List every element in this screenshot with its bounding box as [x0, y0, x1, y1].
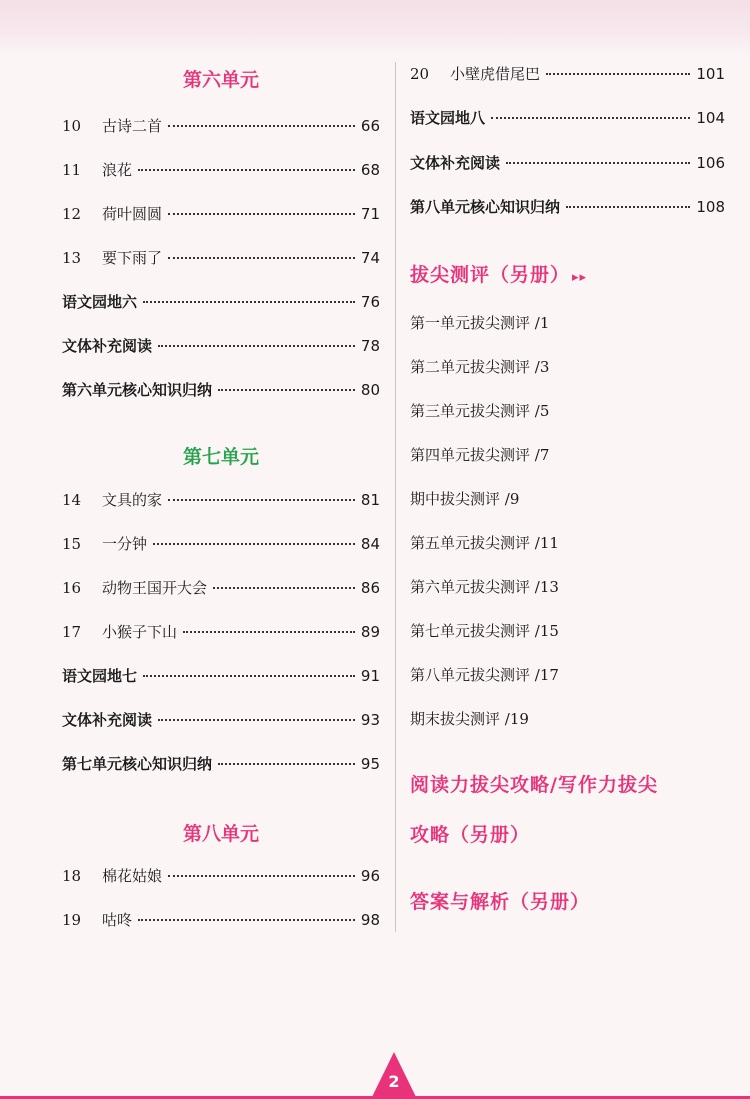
test-entry[interactable]: 第四单元拔尖测评 /7	[410, 446, 550, 464]
toc-entry[interactable]: 文体补充阅读 106	[410, 154, 725, 172]
toc-entry[interactable]: 12 荷叶圆圆 71	[62, 205, 380, 223]
test-entry[interactable]: 第八单元拔尖测评 /17	[410, 666, 559, 684]
toc-entry[interactable]: 语文园地七 91	[62, 667, 380, 685]
toc-entry[interactable]: 语文园地八 104	[410, 109, 725, 127]
unit8-heading: 第八单元	[182, 823, 259, 845]
top-decorative-band	[0, 0, 750, 55]
toc-entry[interactable]: 20 小壁虎借尾巴 101	[410, 65, 725, 83]
toc-entry[interactable]: 18 棉花姑娘 96	[62, 867, 380, 885]
toc-entry[interactable]: 10 古诗二首 66	[62, 117, 380, 135]
column-divider	[395, 62, 396, 932]
page-number: 2	[388, 1072, 400, 1091]
toc-entry[interactable]: 语文园地六 76	[62, 293, 380, 311]
strategy-section-title-line1: 阅读力拔尖攻略/写作力拔尖	[410, 774, 658, 796]
unit6-heading: 第六单元	[182, 69, 259, 91]
toc-entry[interactable]: 文体补充阅读 93	[62, 711, 380, 729]
test-entry[interactable]: 第五单元拔尖测评 /11	[410, 534, 559, 552]
toc-entry[interactable]: 第七单元核心知识归纳 95	[62, 755, 380, 773]
unit7-heading: 第七单元	[182, 446, 259, 468]
test-entry[interactable]: 第三单元拔尖测评 /5	[410, 402, 550, 420]
toc-entry[interactable]: 第六单元核心知识归纳 80	[62, 381, 380, 399]
page-number-tab	[371, 1052, 417, 1099]
test-entry[interactable]: 第七单元拔尖测评 /15	[410, 622, 559, 640]
toc-entry[interactable]: 第八单元核心知识归纳 108	[410, 198, 725, 216]
double-arrow-icon: ▸▸	[572, 270, 588, 285]
toc-entry[interactable]: 11 浪花 68	[62, 161, 380, 179]
test-entry[interactable]: 期中拔尖测评 /9	[410, 490, 520, 508]
toc-entry[interactable]: 15 一分钟 84	[62, 535, 380, 553]
tests-section-title: 拔尖测评（另册） ▸▸	[410, 264, 588, 286]
strategy-section-title-line2: 攻略（另册）	[410, 824, 531, 846]
toc-entry[interactable]: 19 咕咚 98	[62, 911, 380, 929]
toc-entry[interactable]: 13 要下雨了 74	[62, 249, 380, 267]
toc-entry[interactable]: 16 动物王国开大会 86	[62, 579, 380, 597]
test-entry[interactable]: 第一单元拔尖测评 /1	[410, 314, 550, 332]
answers-section-title: 答案与解析（另册）	[410, 891, 591, 913]
toc-entry[interactable]: 14 文具的家 81	[62, 491, 380, 509]
test-entry[interactable]: 第二单元拔尖测评 /3	[410, 358, 550, 376]
toc-entry[interactable]: 文体补充阅读 78	[62, 337, 380, 355]
toc-entry[interactable]: 17 小猴子下山 89	[62, 623, 380, 641]
test-entry[interactable]: 第六单元拔尖测评 /13	[410, 578, 559, 596]
test-entry[interactable]: 期末拔尖测评 /19	[410, 710, 529, 728]
